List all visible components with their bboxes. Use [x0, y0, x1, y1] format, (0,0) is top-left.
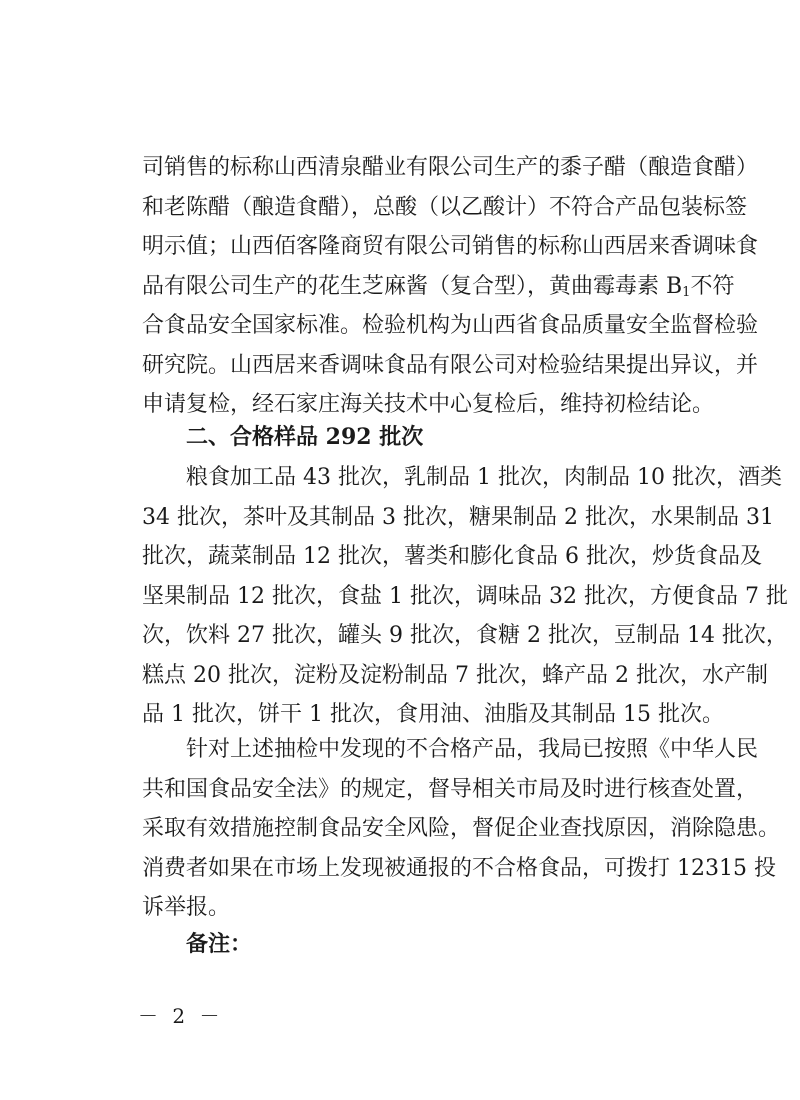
text-line: 研究院。山西居来香调味食品有限公司对检验结果提出异议，并	[142, 352, 759, 378]
section-title: 二、合格样品 292 批次	[186, 424, 424, 450]
text-line: 申请复检，经石家庄海关技术中心复检后，维持初检结论。	[142, 392, 715, 417]
text-line: 批次，蔬菜制品 12 批次，薯类和膨化食品 6 批次，炒货食品及	[142, 544, 762, 569]
text-line: 明示值；山西佰客隆商贸有限公司销售的标称山西居来香调味食	[142, 234, 759, 259]
text-line: 司销售的标称山西清泉醋业有限公司生产的黍子醋（酿造食醋）	[142, 155, 759, 180]
remarks-block	[142, 925, 662, 965]
text-fragment: 品有限公司生产的花生芝麻酱（复合型），黄曲霉毒素 B	[142, 273, 683, 299]
text-line: 共和国食品安全法》的规定，督导相关市局及时进行核查处置，	[142, 776, 759, 802]
text-line: 针对上述抽检中发现的不合格产品，我局已按照《中华人民	[186, 737, 759, 762]
text-line: 合食品安全国家标准。检验机构为山西省食品质量安全监督检验	[142, 313, 759, 338]
text-line-aflatoxin	[142, 267, 735, 307]
text-fragment: 不符	[690, 273, 735, 299]
section-heading	[142, 418, 662, 458]
text-line: 诉举报。	[142, 895, 231, 920]
subscript: 1	[682, 284, 691, 300]
page-number: － 2 －	[138, 1004, 224, 1028]
paragraph-qualified-samples	[142, 458, 788, 735]
paragraph-unqualified-details	[142, 148, 759, 425]
text-line: 34 批次，茶叶及其制品 3 批次，糖果制品 2 批次，水果制品 31	[142, 504, 774, 530]
remarks-label: 备注：	[186, 931, 253, 957]
text-line: 粮食加工品 43 批次，乳制品 1 批次，肉制品 10 批次，酒类	[186, 465, 782, 490]
text-line: 坚果制品 12 批次，食盐 1 批次，调味品 32 批次，方便食品 7 批	[142, 583, 788, 609]
text-line: 糕点 20 批次，淀粉及淀粉制品 7 批次，蜂产品 2 批次，水产制	[142, 662, 768, 688]
text-line: 采取有效措施控制食品安全风险，督促企业查找原因，消除隐患。	[142, 816, 781, 841]
text-line: 和老陈醋（酿造食醋），总酸（以乙酸计）不符合产品包装标签	[142, 194, 748, 220]
text-line: 品 1 批次，饼干 1 批次，食用油、油脂及其制品 15 批次。	[142, 702, 724, 727]
text-line: 次，饮料 27 批次，罐头 9 批次，食糖 2 批次，豆制品 14 批次，	[142, 623, 788, 648]
paragraph-actions	[142, 730, 781, 928]
text-line: 消费者如果在市场上发现被通报的不合格食品，可拨打 12315 投	[142, 855, 776, 881]
